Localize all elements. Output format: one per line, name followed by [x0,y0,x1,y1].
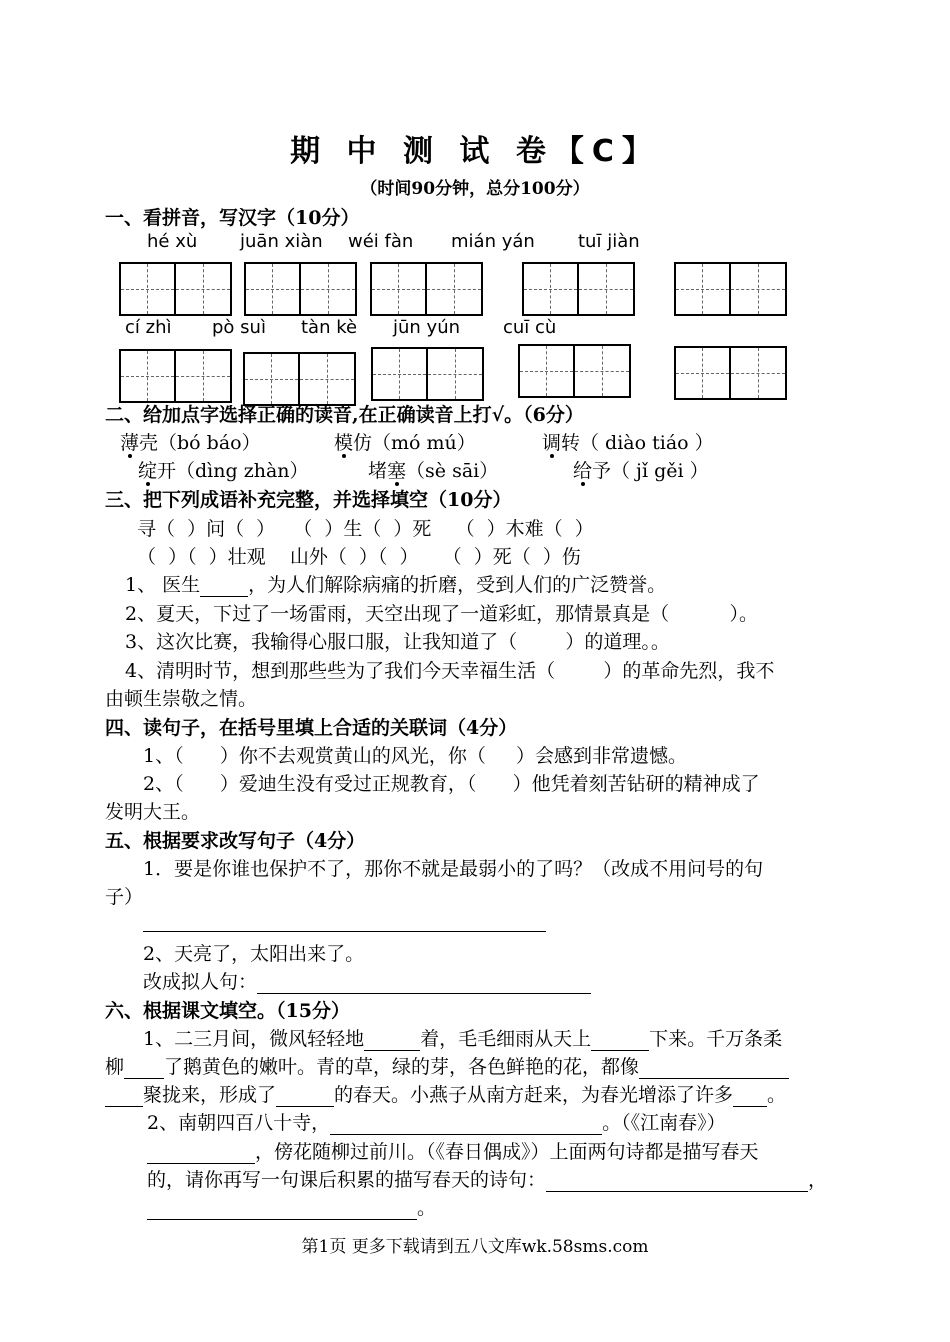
pinyin-3: wéi fàn [348,231,414,252]
answer-line[interactable] [143,931,546,932]
s6-line-3: 聚拢来，形成了 的春天。小燕子从南方赶来，为春光增添了许多 。 [105,1080,786,1107]
s3-question-1: 1、 医生 ，为人们解除病痛的折磨，受到人们的广泛赞誉。 [125,574,667,596]
section-5-heading: 五、根据要求改写句子（4分） [105,830,366,852]
reading-item-1: 薄壳（bó báo） [120,432,261,454]
s6-line-4: 2、南朝四百八十寺， 。（《江南春》） [147,1112,726,1134]
s6-line-2: 柳 了鹅黄色的嫩叶。青的草，绿的芽，各色鲜艳的花，都像 [105,1052,789,1079]
writing-box[interactable] [371,347,484,401]
writing-box[interactable] [522,262,635,316]
reading-item-3: 调转（ diào tiáo ） [542,432,714,454]
writing-box[interactable] [674,346,787,400]
s4-question-2-line-2: 发明大王。 [105,801,201,823]
pinyin-8: tàn kè [301,317,358,338]
pinyin-10: cuī cù [503,317,557,338]
section-2-heading: 二、给加点字选择正确的读音,在正确读音上打√。（6分） [105,404,584,426]
s5-question-2-prompt: 改成拟人句： [143,967,591,994]
writing-box[interactable] [518,344,631,398]
s3-question-3: 3、这次比赛，我输得心服口服，让我知道了（ ）的道理。。 [125,631,670,653]
writing-box[interactable] [370,262,483,316]
pinyin-5: tuī jiàn [578,231,640,252]
answer-blank[interactable] [200,576,248,597]
pinyin-9: jūn yún [393,317,461,338]
s6-line-1: 1、二三月间，微风轻轻地 着，毛毛细雨从天上 下来。千万条柔 [143,1028,783,1050]
s3-question-2: 2、夏天，下过了一场雷雨，天空出现了一道彩虹，那情景真是（ ）。 [125,603,758,625]
pinyin-2: juān xiàn [240,231,323,252]
writing-box[interactable] [119,349,232,403]
reading-item-5: 堵塞（sè sāi） [368,460,499,482]
s5-question-2: 2、天亮了，太阳出来了。 [143,943,365,965]
reading-item-4: 绽开（dìng zhàn） [138,460,309,482]
section-6-heading: 六、根据课文填空。（15分） [105,1000,350,1022]
section-1-heading: 一、看拼音，写汉字（10分） [105,207,360,229]
s6-line-7: 。 [147,1193,436,1220]
s4-question-1: 1、（ ）你不去观赏黄山的风光，你（ ）会感到非常遗憾。 [143,745,688,767]
s6-line-6: 的，请你再写一句课后积累的描写春天的诗句： ， [147,1169,828,1191]
reading-item-2: 模仿（mó mú） [334,432,476,454]
pinyin-1: hé xù [147,231,198,252]
writing-box[interactable] [674,262,787,316]
answer-blank[interactable] [257,973,591,994]
page-subtitle: （时间90分钟，总分100分） [360,179,590,199]
reading-item-6: 给予（ jǐ gěi ） [573,460,709,482]
idioms-row-2: （ ）（ ）壮观 山外（ ）（ ） （ ）死（ ）伤 [137,546,581,568]
s6-line-5: ，傍花随柳过前川。（《春日偶成》）上面两句诗都是描写春天 [147,1137,759,1164]
s5-question-1-line-2: 子） [105,886,144,908]
section-4-heading: 四、读句子，在括号里填上合适的关联词（4分） [105,717,518,739]
idioms-row-1: 寻（ ）问（ ） （ ）生（ ）死 （ ）木难（ ） [137,518,594,540]
s4-question-2-line-1: 2、（ ）爱迪生没有受过正规教育，（ ）他凭着刻苦钻研的精神成了 [143,773,760,795]
pinyin-7: pò suì [212,317,266,338]
s3-question-4-line-1: 4、清明时节，想到那些些为了我们今天幸福生活（ ）的革命先烈，我不 [125,660,775,682]
s5-question-1-line-1: 1．要是你谁也保护不了，那你不就是最弱小的了吗？（改成不用问号的句 [143,858,764,880]
writing-box[interactable] [243,352,356,406]
section-3-heading: 三、把下列成语补充完整，并选择填空（10分） [105,489,512,511]
pinyin-6: cí zhì [125,317,172,338]
writing-box[interactable] [119,262,232,316]
s3-question-4-line-2: 由顿生崇敬之情。 [105,688,258,710]
pinyin-4: mián yán [451,231,535,252]
writing-box[interactable] [244,262,357,316]
page-footer: 第1页 更多下载请到五八文库wk.58sms.com [301,1237,649,1257]
page-title: 期 中 测 试 卷【C】 [290,134,660,169]
